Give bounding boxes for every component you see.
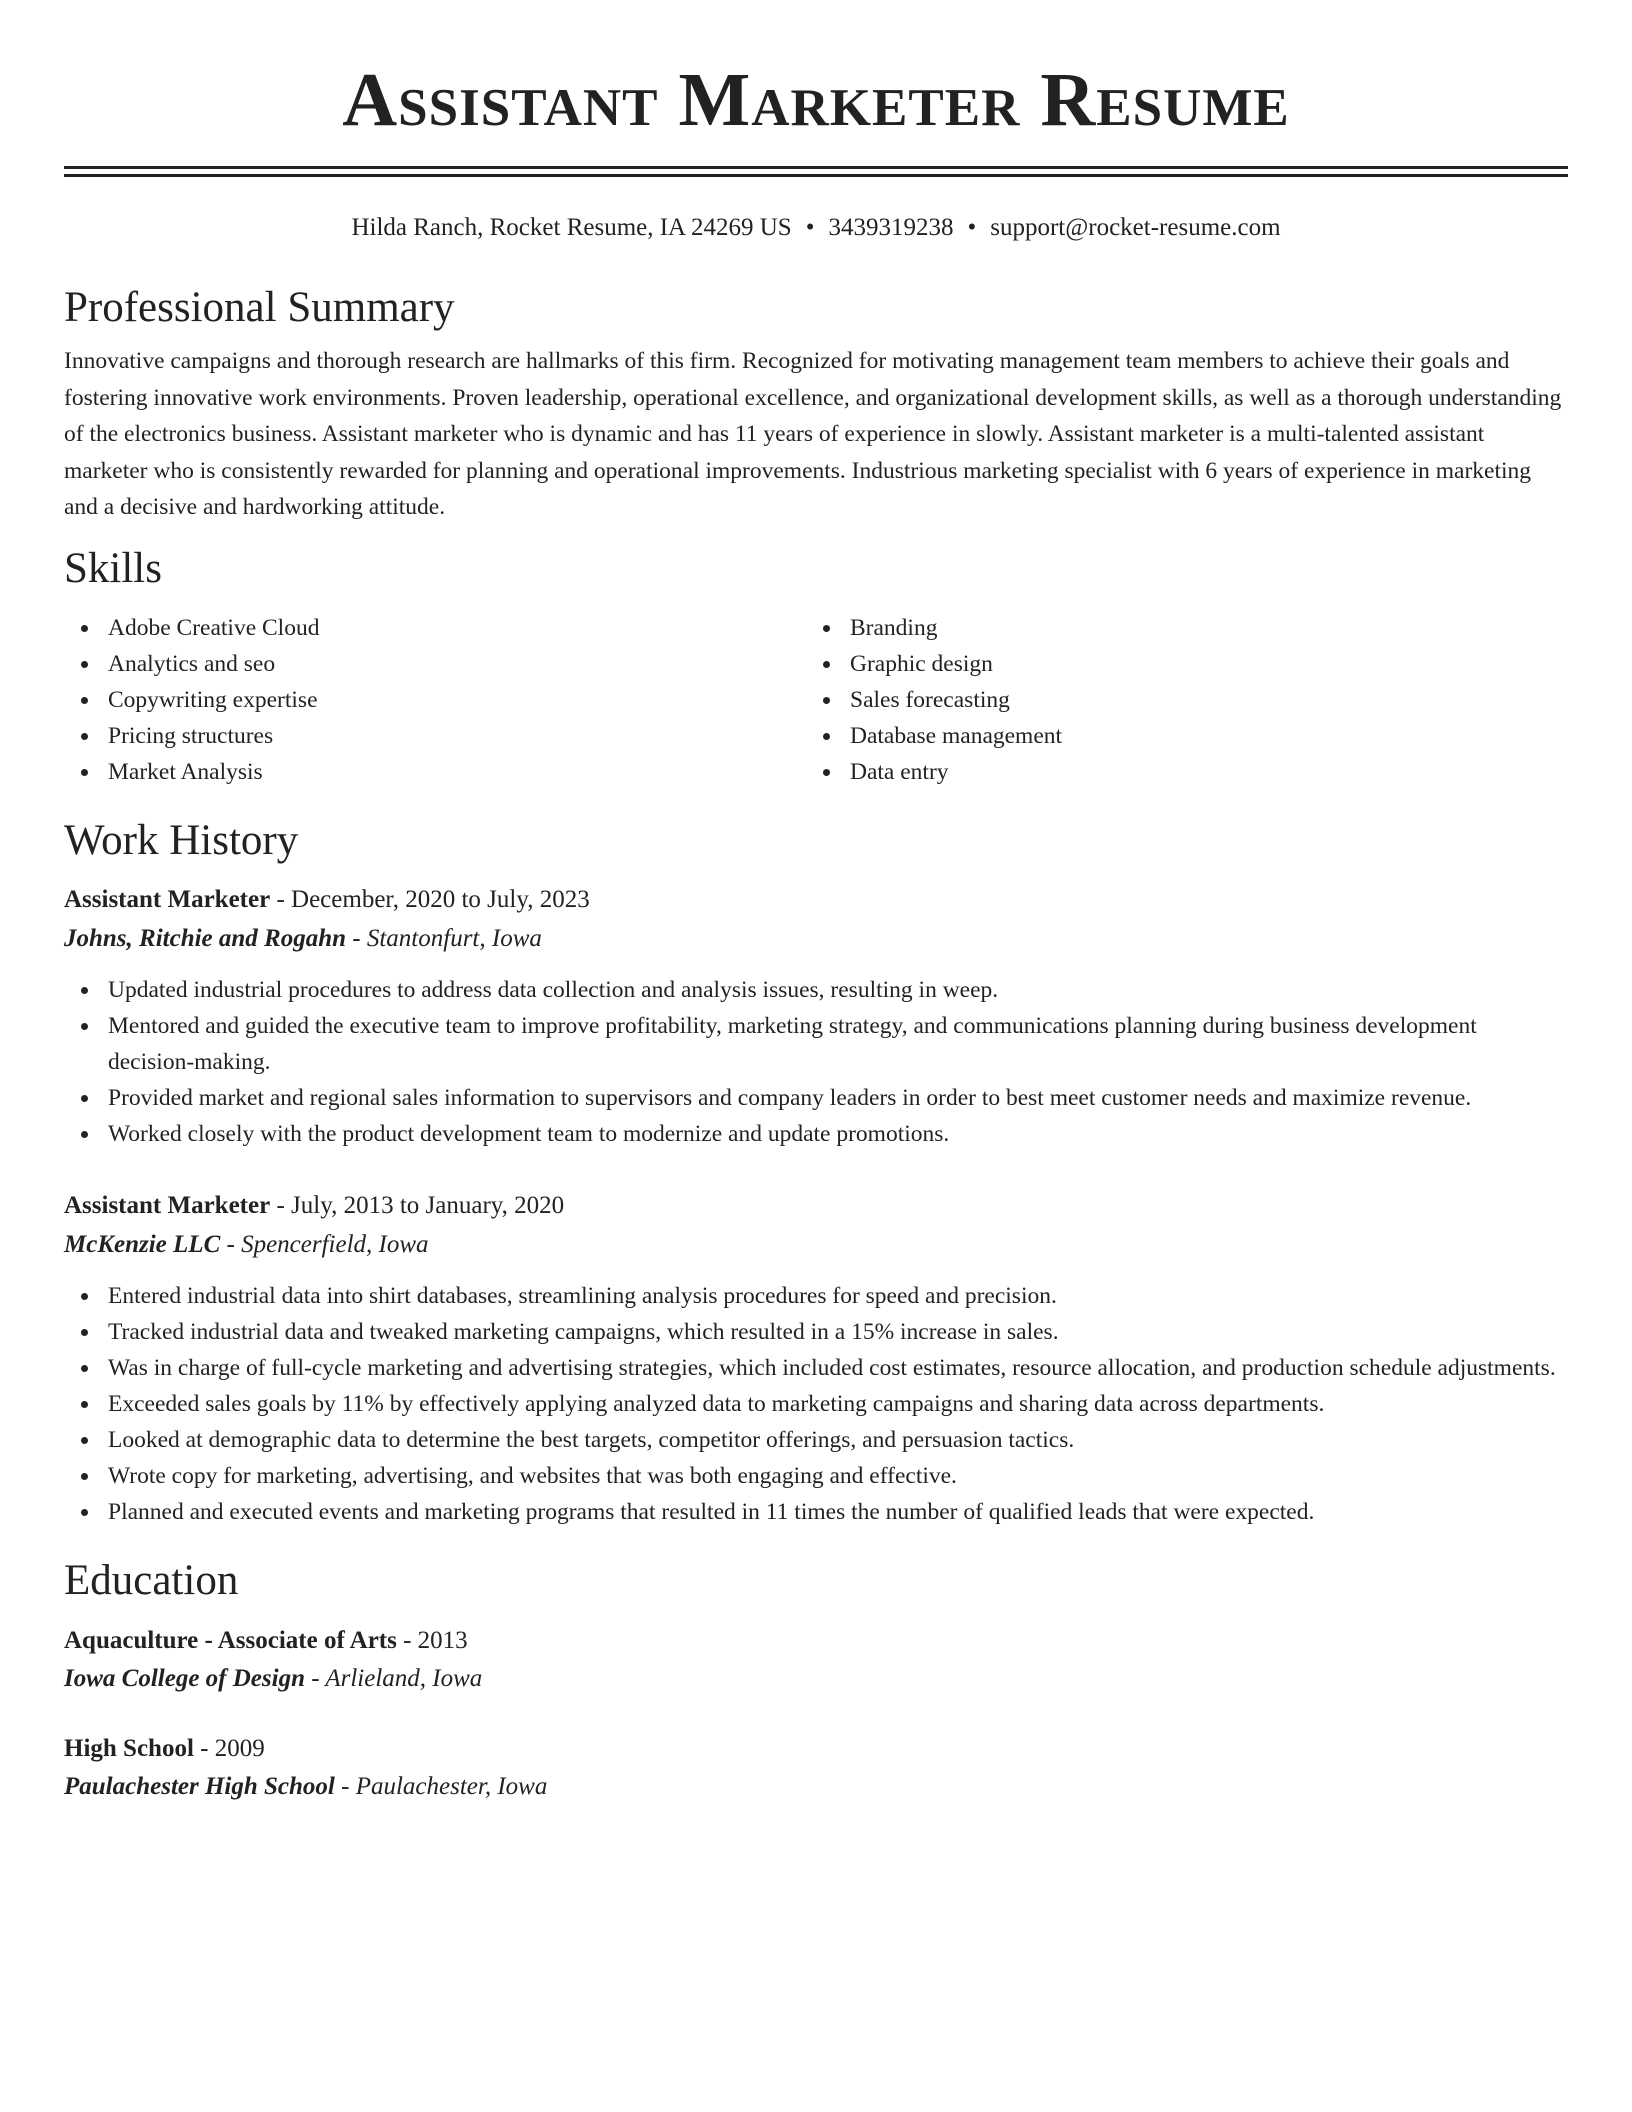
skills-list <box>64 610 1568 790</box>
job-company: McKenzie LLC <box>64 1230 221 1258</box>
education-school: Paulachester High School <box>64 1772 335 1800</box>
job-bullet: Mentored and guided the executive team to improve profitability, marketing strategy, and communications planning during business development decision-making. <box>64 1008 1568 1080</box>
job-bullet: Wrote copy for marketing, advertising, and websites that was both engaging and effective. <box>64 1458 1568 1494</box>
section-heading-work-history: Work History <box>64 816 299 864</box>
job-location: - Stantonfurt, Iowa <box>346 924 542 952</box>
job-bullet: Updated industrial procedures to address data collection and analysis issues, resulting in weep. <box>64 972 1568 1008</box>
education-school-line <box>64 1768 1568 1806</box>
education-location: - Paulachester, Iowa <box>334 1772 548 1800</box>
job-dates: - December, 2020 to July, 2023 <box>270 885 590 913</box>
job-bullet: Tracked industrial data and tweaked marketing campaigns, which resulted in a 15% increase in sales. <box>64 1314 1568 1350</box>
job-bullet: Provided market and regional sales information to supervisors and company leaders in order to best meet customer needs and maximize revenue. <box>64 1080 1568 1116</box>
skill-item: Adobe Creative Cloud <box>64 610 806 646</box>
skill-item: Pricing structures <box>64 718 806 754</box>
skills-column-left <box>64 610 806 790</box>
skill-item: Sales forecasting <box>806 682 1548 718</box>
contact-separator: • <box>805 214 815 241</box>
education-degree: High School <box>64 1734 194 1762</box>
job-title: Assistant Marketer <box>64 1191 271 1219</box>
education-degree: Aquaculture - Associate of Arts <box>64 1626 397 1654</box>
job-role-line <box>64 880 1568 920</box>
skill-item: Data entry <box>806 754 1548 790</box>
resume-title: Assistant Marketer Resume <box>342 58 1290 142</box>
contact-phone: 3439319238 <box>828 214 954 241</box>
job-bullet: Exceeded sales goals by 11% by effectively applying analyzed data to marketing campaigns and sharing data across departments. <box>64 1386 1568 1422</box>
job-bullet: Worked closely with the product development team to modernize and update promotions. <box>64 1116 1568 1152</box>
job-company-line <box>64 1226 1568 1264</box>
contact-line <box>64 213 1568 243</box>
education-entry <box>64 1730 1568 1806</box>
education-entry <box>64 1622 1568 1698</box>
skills-column-right <box>806 610 1548 790</box>
job-company-line <box>64 920 1568 958</box>
section-heading-summary: Professional Summary <box>64 284 455 331</box>
job-role-line <box>64 1186 1568 1226</box>
section-heading-skills: Skills <box>64 544 162 592</box>
job-bullet: Planned and executed events and marketing programs that resulted in 11 times the number of qualified leads that were expected. <box>64 1494 1568 1530</box>
education-location: - Arlieland, Iowa <box>304 1664 483 1692</box>
education-year: - 2013 <box>396 1626 468 1654</box>
skill-item: Graphic design <box>806 646 1548 682</box>
education-degree-line <box>64 1622 1568 1660</box>
section-heading-education: Education <box>64 1556 239 1604</box>
job-company: Johns, Ritchie and Rogahn <box>64 924 347 952</box>
skill-item: Market Analysis <box>64 754 806 790</box>
job-entry <box>64 1186 1568 1530</box>
job-bullet: Looked at demographic data to determine the best targets, competitor offerings, and persuasion tactics. <box>64 1422 1568 1458</box>
education-school: Iowa College of Design <box>64 1664 305 1692</box>
job-entry <box>64 880 1568 1152</box>
skill-item: Branding <box>806 610 1548 646</box>
job-bullets <box>64 1278 1568 1530</box>
contact-address: Hilda Ranch, Rocket Resume, IA 24269 US <box>351 214 792 241</box>
job-location: - Spencerfield, Iowa <box>220 1230 429 1258</box>
skill-item: Copywriting expertise <box>64 682 806 718</box>
education-degree-line <box>64 1730 1568 1768</box>
contact-separator: • <box>967 214 977 241</box>
contact-email: support@rocket-resume.com <box>990 214 1281 241</box>
job-bullet: Was in charge of full-cycle marketing and advertising strategies, which included cost estimates, resource allocation, and production schedule adjustments. <box>64 1350 1568 1386</box>
education-year: - 2009 <box>193 1734 265 1762</box>
education-school-line <box>64 1660 1568 1698</box>
skill-item: Analytics and seo <box>64 646 806 682</box>
job-dates: - July, 2013 to January, 2020 <box>270 1191 565 1219</box>
job-bullets <box>64 972 1568 1152</box>
title-divider <box>64 166 1568 177</box>
skill-item: Database management <box>806 718 1548 754</box>
summary-text: Innovative campaigns and thorough research are hallmarks of this firm. Recognized for motivating management team members to achieve their goals and fostering innovative work environments. Proven leadership, operational excellence, and organizational development skills, as well as a thorough understanding of the electronics business. Assistant marketer who is dynamic and has 11 years of experience in slowly. Assistant marketer is a multi-talented assistant marketer who is consistently rewarded for planning and operational improvements. Industrious marketing specialist with 6 years of experience in marketing and a decisive and hardworking attitude. <box>64 348 1562 520</box>
job-title: Assistant Marketer <box>64 885 271 913</box>
job-bullet: Entered industrial data into shirt databases, streamlining analysis procedures for speed and precision. <box>64 1278 1568 1314</box>
